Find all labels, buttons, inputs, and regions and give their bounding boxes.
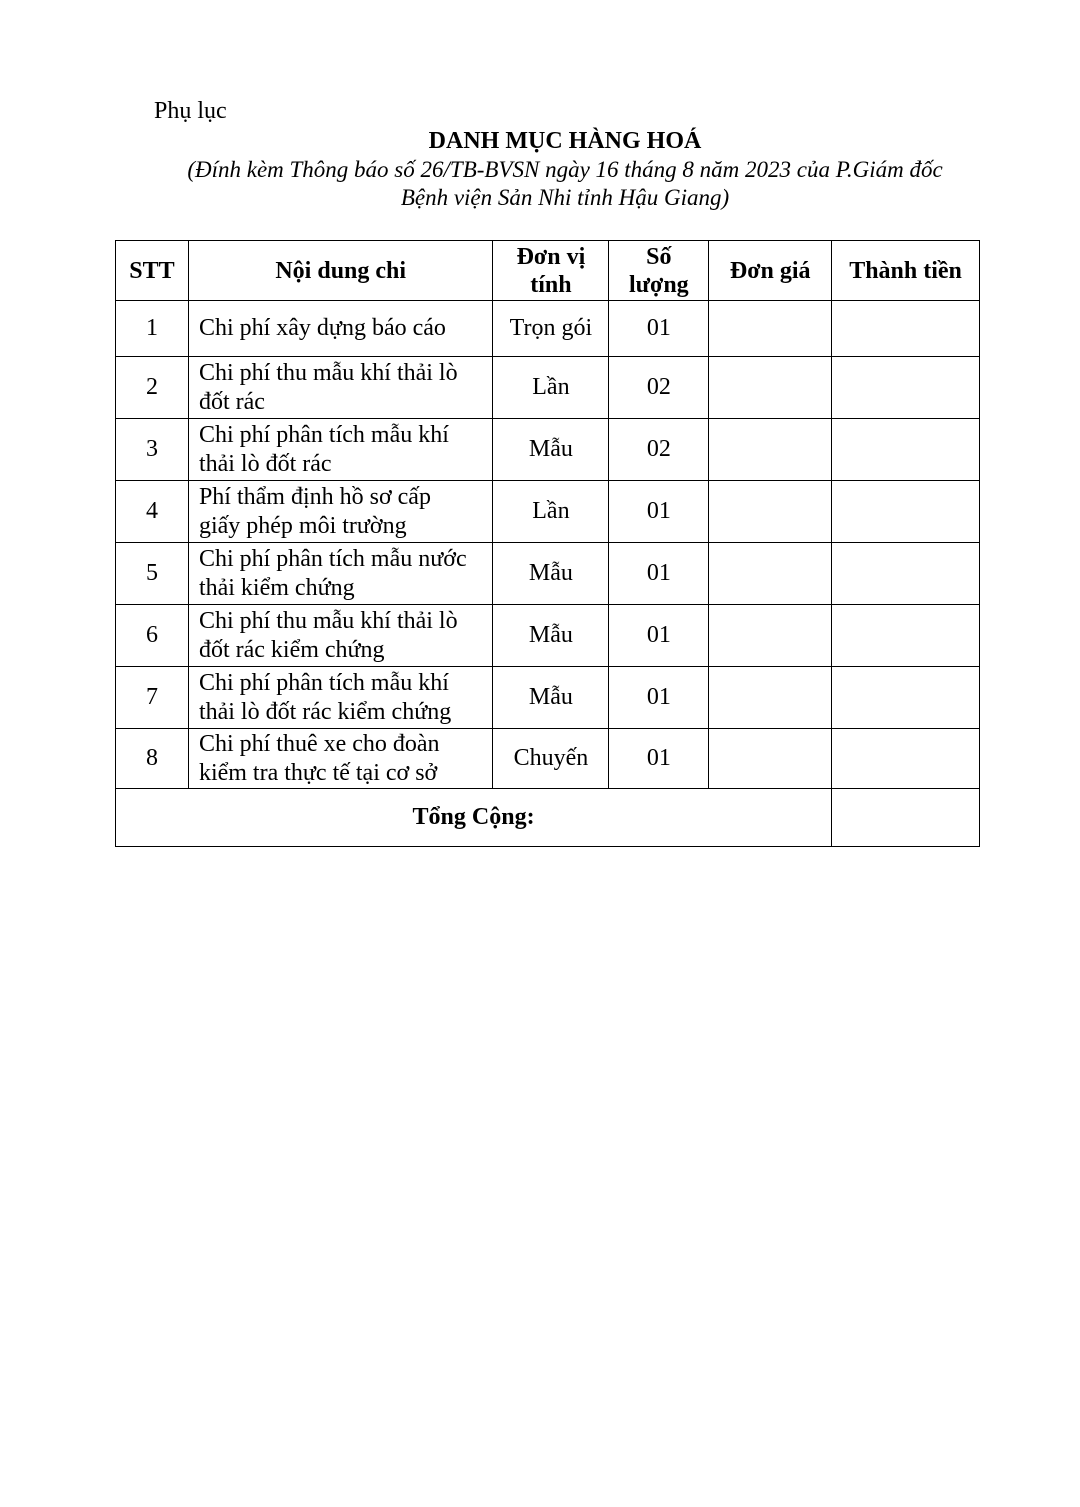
cell-amount — [832, 481, 980, 543]
cell-unit: Mẫu — [493, 605, 609, 667]
content-line: giấy phép môi trường — [198, 512, 407, 539]
cell-qty: 02 — [609, 419, 709, 481]
table-row — [116, 357, 980, 419]
content-line: thải lò đốt rác kiểm chứng — [198, 698, 452, 725]
cell-content — [188, 357, 493, 419]
table-row — [116, 605, 980, 667]
content-line: Phí thẩm định hồ sơ cấp — [198, 483, 431, 510]
cell-qty: 01 — [609, 729, 709, 789]
cell-unit: Mẫu — [493, 667, 609, 729]
cell-amount — [832, 667, 980, 729]
content-line: Chi phí thu mẫu khí thải lò — [198, 359, 458, 386]
cell-amount — [832, 605, 980, 667]
cell-amount — [832, 543, 980, 605]
col-header-unit — [493, 241, 609, 301]
cell-price — [709, 357, 832, 419]
cell-amount — [832, 419, 980, 481]
cell-qty: 02 — [609, 357, 709, 419]
total-amount-cell — [832, 789, 980, 847]
content-line: Chi phí phân tích mẫu nước — [198, 545, 467, 572]
cell-content — [188, 605, 493, 667]
cell-qty: 01 — [609, 301, 709, 357]
subtitle-line-2: Bệnh viện Sản Nhi tỉnh Hậu Giang) — [400, 185, 730, 210]
total-label: Tổng Cộng: — [116, 789, 832, 847]
content-line: Chi phí thu mẫu khí thải lò — [198, 607, 458, 634]
cell-content — [188, 301, 493, 357]
content-line: Chi phí thuê xe cho đoàn — [198, 730, 440, 757]
cell-content — [188, 419, 493, 481]
content-line: đốt rác kiểm chứng — [198, 636, 385, 663]
content-line: Chi phí phân tích mẫu khí — [198, 669, 449, 696]
table-row — [116, 543, 980, 605]
document-subtitle — [0, 156, 1080, 212]
cell-unit: Mẫu — [493, 419, 609, 481]
cell-stt: 8 — [116, 729, 189, 789]
content-line: Chi phí phân tích mẫu khí — [198, 421, 449, 448]
cell-content — [188, 667, 493, 729]
col-header-unit-line1: Đơn vị — [516, 243, 586, 270]
cell-price — [709, 419, 832, 481]
cell-unit: Lần — [493, 357, 609, 419]
cell-stt: 5 — [116, 543, 189, 605]
table-row — [116, 301, 980, 357]
col-header-amount: Thành tiền — [832, 241, 980, 301]
col-header-qty-line1: Số — [646, 243, 672, 270]
cell-qty: 01 — [609, 543, 709, 605]
cell-amount — [832, 729, 980, 789]
cell-qty: 01 — [609, 605, 709, 667]
table-row — [116, 419, 980, 481]
goods-table — [115, 240, 980, 847]
col-header-stt: STT — [116, 241, 189, 301]
content-line: đốt rác — [198, 388, 265, 415]
cell-qty: 01 — [609, 481, 709, 543]
cell-qty: 01 — [609, 667, 709, 729]
cell-amount — [832, 357, 980, 419]
col-header-qty-line2: lượng — [628, 271, 689, 298]
cell-content — [188, 729, 493, 789]
table-row — [116, 729, 980, 789]
content-line: thải lò đốt rác — [198, 450, 332, 477]
col-header-qty — [609, 241, 709, 301]
cell-price — [709, 605, 832, 667]
table-header-row — [116, 241, 980, 301]
total-row — [116, 789, 980, 847]
document-title: DANH MỤC HÀNG HOÁ — [428, 128, 702, 154]
appendix-label: Phụ lục — [154, 98, 227, 124]
cell-content — [188, 481, 493, 543]
cell-stt: 7 — [116, 667, 189, 729]
table-row — [116, 667, 980, 729]
content-line: Chi phí xây dựng báo cáo — [198, 315, 446, 341]
cell-unit: Lần — [493, 481, 609, 543]
cell-unit: Trọn gói — [493, 301, 609, 357]
col-header-price: Đơn giá — [709, 241, 832, 301]
cell-price — [709, 729, 832, 789]
cell-unit: Chuyến — [493, 729, 609, 789]
table-row — [116, 481, 980, 543]
cell-stt: 6 — [116, 605, 189, 667]
cell-price — [709, 481, 832, 543]
cell-unit: Mẫu — [493, 543, 609, 605]
cell-price — [709, 667, 832, 729]
content-line: kiểm tra thực tế tại cơ sở — [198, 759, 438, 786]
content-line: thải kiểm chứng — [198, 574, 355, 601]
cell-stt: 3 — [116, 419, 189, 481]
subtitle-line-1: (Đính kèm Thông báo số 26/TB-BVSN ngày 16 tháng 8 năm 2023 của P.Giám đốc — [187, 157, 943, 182]
cell-stt: 1 — [116, 301, 189, 357]
cell-content — [188, 543, 493, 605]
cell-stt: 2 — [116, 357, 189, 419]
cell-price — [709, 543, 832, 605]
col-header-unit-line2: tính — [530, 271, 572, 298]
cell-amount — [832, 301, 980, 357]
cell-stt: 4 — [116, 481, 189, 543]
cell-price — [709, 301, 832, 357]
col-header-content: Nội dung chi — [188, 241, 493, 301]
